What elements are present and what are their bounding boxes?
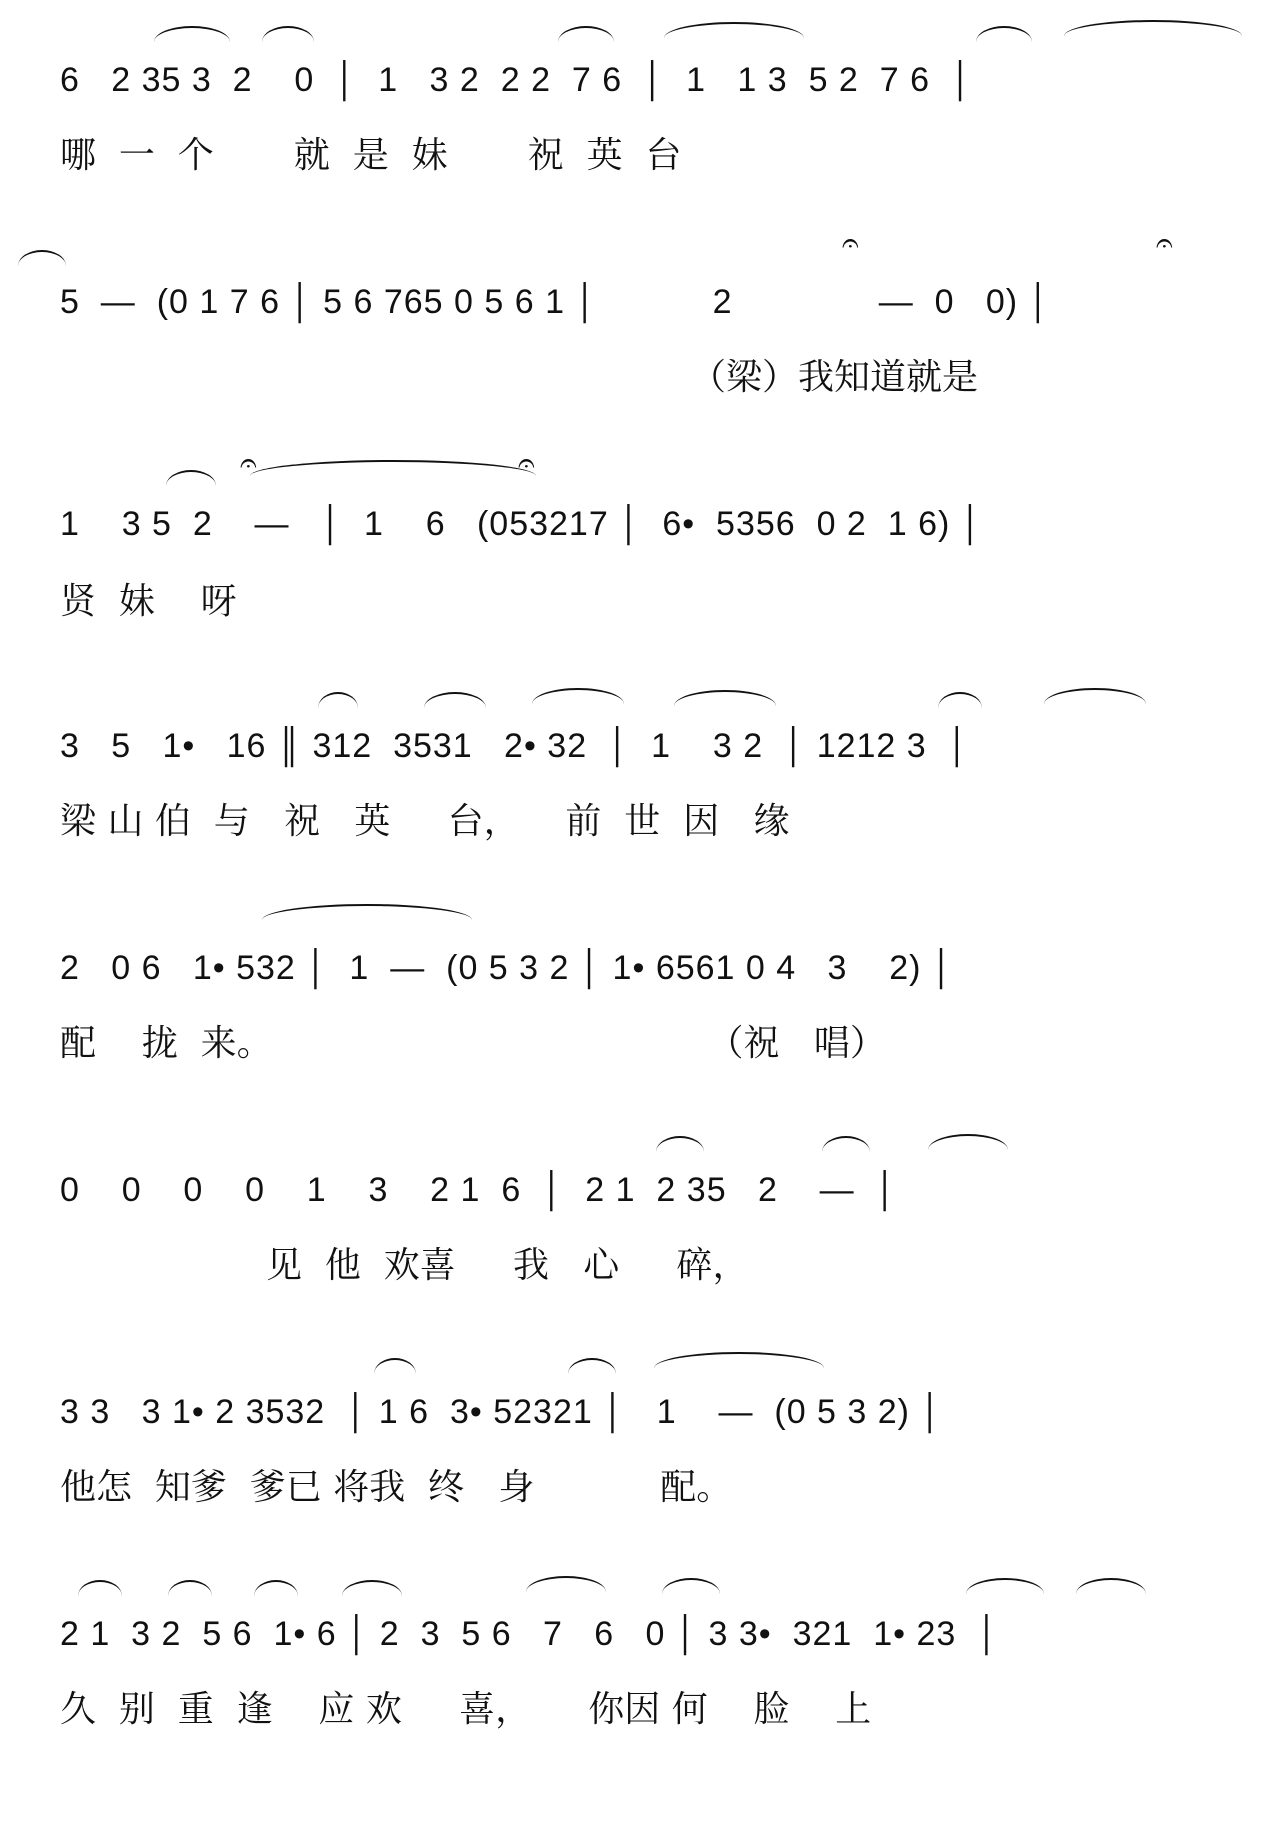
lyric-line-3 bbox=[0, 572, 1282, 632]
lyric-line-8 bbox=[0, 1680, 1282, 1740]
lyric-line-7 bbox=[0, 1458, 1282, 1518]
notation-text-8: 2 1 3 2 5 6 1• 6 │ 2 3 5 6 7 6 0 │ 3 3• 321 1• 23 │ bbox=[60, 1615, 1000, 1653]
notation-text-5: 2 0 6 1• 532 │ 1 — (0 5 3 2 │ 1• 6561 0 4 3 2) │ bbox=[60, 949, 955, 987]
notation-line-8 bbox=[0, 1604, 1282, 1664]
slur-mark bbox=[168, 1580, 212, 1596]
notation-line-1 bbox=[0, 50, 1282, 110]
notation-line-2 bbox=[0, 272, 1282, 332]
lyric-line-6 bbox=[0, 1236, 1282, 1296]
lyric-text-7: 他怎 知爹 爹已 将我 终 身 配。 bbox=[60, 1467, 733, 1508]
slur-mark bbox=[78, 1580, 122, 1596]
slur-mark bbox=[254, 1580, 298, 1596]
slur-mark bbox=[526, 1576, 606, 1592]
notation-line-6 bbox=[0, 1160, 1282, 1220]
lyric-text-3: 贤 妹 呀 bbox=[60, 581, 237, 622]
slur-mark bbox=[154, 26, 230, 42]
slur-mark bbox=[568, 1358, 616, 1374]
slur-mark bbox=[662, 1578, 720, 1594]
slur-mark bbox=[928, 1134, 1008, 1150]
slur-mark bbox=[262, 904, 472, 920]
lyric-line-1 bbox=[0, 126, 1282, 186]
slur-mark bbox=[1044, 688, 1146, 704]
slur-mark bbox=[374, 1358, 416, 1374]
slur-mark bbox=[558, 26, 614, 42]
lyric-text-2: （梁）我知道就是 bbox=[690, 357, 979, 398]
slur-mark bbox=[1064, 20, 1242, 36]
lyric-text-5: 配 拢 来。 （祝 唱） bbox=[60, 1023, 886, 1064]
notation-text-2: 5 — (0 1 7 6 │ 5 6 765 0 5 6 1 │ 2 — 0 0) │ bbox=[60, 283, 1051, 321]
slur-mark bbox=[1076, 1578, 1146, 1594]
notation-text-6: 0 0 0 0 1 3 2 1 6 │ 2 1 2 35 2 — │ bbox=[60, 1171, 898, 1209]
notation-text-1: 6 2 35 3 2 0 │ 1 3 2 2 2 7 6 │ 1 1 3 5 2 7 6 │ bbox=[60, 61, 974, 99]
notation-line-3 bbox=[0, 494, 1282, 554]
slur-mark bbox=[250, 460, 536, 476]
fermata-icon: 𝄐 bbox=[518, 446, 535, 481]
slur-mark bbox=[532, 688, 624, 704]
slur-mark bbox=[262, 26, 314, 42]
notation-line-7 bbox=[0, 1382, 1282, 1442]
slur-mark bbox=[318, 692, 358, 708]
slur-mark bbox=[18, 250, 66, 266]
fermata-icon: 𝄐 bbox=[1156, 226, 1173, 261]
notation-text-3: 1 3 5 2 — │ 1 6 (053217 │ 6• 5356 0 2 1 6) │ bbox=[60, 505, 984, 543]
slur-mark bbox=[976, 26, 1032, 42]
slur-mark bbox=[166, 470, 216, 486]
notation-line-4 bbox=[0, 716, 1282, 776]
notation-text-4: 3 5 1• 16 ║ 312 3531 2• 32 │ 1 3 2 │ 1212 3 │ bbox=[60, 727, 970, 765]
notation-text-7: 3 3 3 1• 2 3532 │ 1 6 3• 52321 │ 1 — (0 5 3 2) │ bbox=[60, 1393, 943, 1431]
slur-mark bbox=[656, 1136, 704, 1152]
lyric-text-8: 久 别 重 逢 应 欢 喜， 你因 何 脸 上 bbox=[60, 1689, 872, 1730]
slur-mark bbox=[654, 1352, 824, 1368]
lyric-text-6: 见 他 欢喜 我 心 碎， bbox=[60, 1245, 749, 1286]
slur-mark bbox=[822, 1136, 870, 1152]
slur-mark bbox=[664, 22, 804, 38]
lyric-text-1: 哪 一 个 就 是 妹 祝 英 台 bbox=[60, 135, 682, 176]
lyric-text-4: 梁 山 伯 与 祝 英 台， 前 世 因 缘 bbox=[60, 801, 790, 842]
notation-line-5 bbox=[0, 938, 1282, 998]
lyric-line-5 bbox=[0, 1014, 1282, 1074]
slur-mark bbox=[342, 1580, 402, 1596]
lyric-line-2 bbox=[0, 348, 1282, 408]
slur-mark bbox=[424, 692, 486, 708]
fermata-icon: 𝄐 bbox=[842, 226, 859, 261]
slur-mark bbox=[674, 690, 776, 706]
slur-mark bbox=[966, 1578, 1044, 1594]
slur-mark bbox=[938, 692, 982, 708]
fermata-icon: 𝄐 bbox=[240, 446, 257, 481]
lyric-line-4 bbox=[0, 792, 1282, 852]
